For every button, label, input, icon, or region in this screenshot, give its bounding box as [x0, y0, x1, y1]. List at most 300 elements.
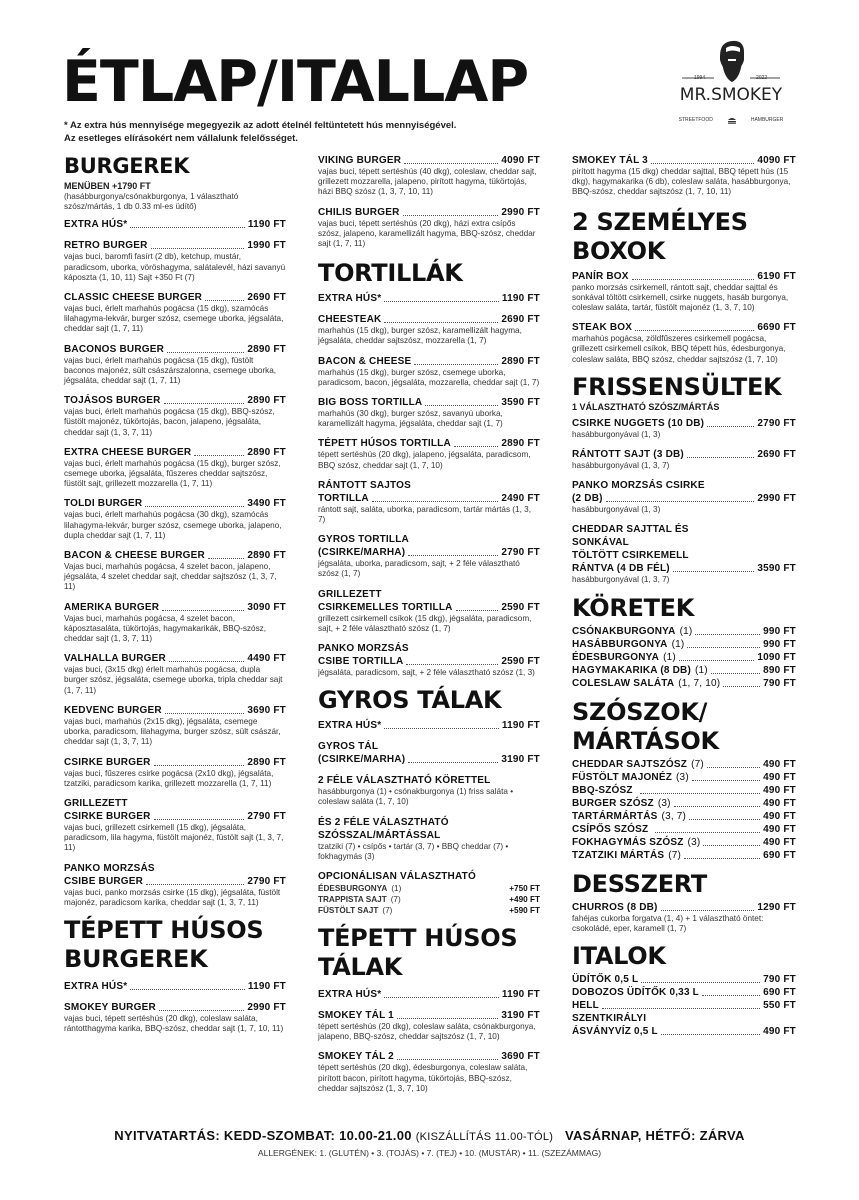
item-name-line: PANKO MORZSÁS CSIRKE — [572, 480, 705, 492]
allergen-note: (3) — [657, 797, 671, 809]
item-price: 1090 FT — [757, 651, 796, 663]
item-name-line: CSIBE BURGER — [64, 875, 144, 887]
leader-dots — [711, 673, 760, 674]
leader-dots — [154, 765, 245, 766]
item-name-group — [572, 836, 700, 849]
menu-item — [318, 206, 540, 250]
item-price: 490 FT — [763, 1026, 796, 1038]
item-desc: tépett sertéshús (20 dkg), édesburgonya, coleslaw saláta, pirított bacon, pirított hagyma, tükörtojás, BBQ-szósz, cheddar sajtszósz (1, 3, 7, 10) — [318, 1063, 528, 1093]
logo-name: MR.SMOKEY — [679, 85, 783, 105]
list-item — [572, 651, 796, 664]
item-name: BIG BOSS TORTILLA — [318, 397, 423, 409]
item-desc: vajas buci, grillezett csirkemell (15 dkg), jégsaláta, paradicsom, lila hagyma, füstölt majonéz, füstölt sajt (1, 3, 7, 11) — [64, 822, 284, 853]
leader-dots — [602, 1008, 760, 1009]
item-price: 4090 FT — [757, 155, 796, 166]
item-price: 2890 FT — [501, 438, 540, 450]
notes — [64, 119, 456, 145]
item-price: 4090 FT — [501, 155, 540, 166]
allergen-note: (1) — [671, 638, 685, 650]
item-row — [318, 655, 540, 668]
item-name: EXTRA HÚS* — [64, 219, 128, 231]
leader-dots — [454, 446, 498, 447]
item-price: 2790 FT — [247, 810, 286, 822]
item-name: BURGER SZÓSZ — [572, 797, 654, 809]
optional-name-group — [318, 905, 392, 916]
gyros-option — [318, 816, 540, 862]
item-name-line: (CSIRKE/MARHA) — [318, 754, 406, 766]
leader-dots — [146, 884, 244, 885]
item-name-group — [572, 625, 692, 638]
leader-dots — [425, 405, 498, 406]
item-name: HELL — [572, 1000, 599, 1012]
ital-list — [572, 973, 796, 1012]
item-desc: panko morzsás csirkemell, rántott sajt, cheddar sajttal és sonkával töltött csirkemell, csirke nuggets, hasáb burgonya, coleslaw saláta, tartár, füstölt majonéz (1, 3, 7, 10) — [572, 282, 789, 313]
item-name-group — [572, 797, 671, 810]
leader-dots — [707, 426, 754, 427]
item-row — [64, 239, 286, 252]
menu-item — [318, 533, 540, 579]
item-price: 990 FT — [763, 638, 796, 650]
menu-item — [318, 396, 540, 429]
section-title-boxok — [572, 208, 796, 266]
item-name: EXTRA CHEESE BURGER — [64, 446, 192, 458]
list-item — [572, 771, 796, 784]
item-price: 3490 FT — [247, 498, 286, 510]
section-title-line: MÁRTÁSOK — [572, 726, 719, 755]
item-price: 2490 FT — [501, 492, 540, 504]
menu-item — [64, 756, 286, 789]
item-name: HASÁBBURGONYA — [572, 638, 668, 650]
section-title-tepett-burgerek — [64, 916, 286, 974]
extra-meat-row — [64, 218, 286, 231]
optional-name: FÜSTÖLT SAJT — [318, 906, 379, 916]
leader-dots — [145, 506, 244, 507]
item-desc: grillezett csirkemell csíkok (15 dkg), jégsaláta, paradicsom, sajt, + 2 féle választható szósz (1, 7) — [318, 613, 532, 633]
leader-dots — [408, 555, 498, 556]
leader-dots — [151, 248, 245, 249]
item-name-line: GRILLEZETT — [318, 588, 382, 600]
list-item — [572, 810, 796, 823]
menu-item — [572, 321, 796, 365]
item-row — [318, 1009, 540, 1022]
item-name: TOJÁSOS BURGER — [64, 395, 161, 407]
leader-dots — [689, 819, 760, 820]
item-name-line: CSIBE TORTILLA — [318, 656, 404, 668]
leader-dots — [632, 279, 755, 280]
menu-item — [64, 394, 286, 438]
item-name: CSÍPŐS SZÓSZ — [572, 823, 649, 835]
item-row — [318, 601, 540, 614]
leader-dots — [703, 845, 760, 846]
hours-label: NYITVATARTÁS: KEDD-SZOMBAT: 10.00-21.00 — [114, 1128, 412, 1143]
section-title-gyros: GYROS TÁLAK — [318, 686, 502, 715]
allergen-note: (3) — [687, 836, 701, 848]
item-name: CHEDDAR SAJTSZÓSZ — [572, 758, 688, 770]
tortilla-list — [318, 313, 540, 471]
allergen-note: (7) — [382, 906, 393, 916]
section-title-koretek: KÖRETEK — [572, 593, 695, 622]
item-name-line: CSIRKEMELLES TORTILLA — [318, 601, 453, 613]
item-desc: vajas buci, fűszeres csirke pogácsa (2x10 dkg), jégsaláta, tzatziki, paradicsom karika, grillezett mozzarella (1, 7, 11) — [64, 768, 274, 788]
menu-item — [318, 437, 540, 470]
item-name-group — [572, 810, 686, 823]
leader-dots — [723, 686, 760, 687]
item-desc: tépett sertéshús (20 dkg), coleslaw saláta, csónakburgonya, jalapeno, BBQ-szósz, cheddar sajtszósz (1, 7, 10) — [318, 1022, 536, 1042]
item-price: 490 FT — [763, 771, 796, 783]
leader-dots — [695, 634, 760, 635]
column-middle — [318, 154, 540, 1102]
item-price: 6190 FT — [757, 270, 796, 282]
menu-item — [572, 523, 796, 585]
item-row — [572, 448, 796, 461]
item-price: 2990 FT — [757, 493, 796, 505]
item-row — [64, 394, 286, 407]
menu-item — [64, 704, 286, 748]
leader-dots — [684, 858, 760, 859]
item-price: 2890 FT — [247, 446, 286, 458]
optional-name: TRAPPISTA SAJT — [318, 895, 387, 905]
list-item — [572, 784, 796, 797]
logo-year-left: 1994 — [694, 75, 706, 81]
item-name-line: GYROS TORTILLA — [318, 534, 409, 546]
leader-dots — [397, 1018, 498, 1019]
extra-meat-row — [318, 292, 540, 305]
item-desc: vajas buci, érlelt marhahús pogácsa (15 dkg), burger szósz, csemege uborka, jégsaláta, fűszeres cheddar sajtszósz, füstölt sajt, grillezett mozzarella (1, 7, 11) — [64, 458, 281, 489]
item-desc: hasábburgonyával (1, 3) — [572, 505, 661, 515]
item-price: 3590 FT — [501, 397, 540, 409]
menu-item — [572, 479, 796, 515]
item-price: 6690 FT — [757, 322, 796, 334]
item-price: 990 FT — [763, 625, 796, 637]
tortilla-multi-list — [318, 479, 540, 678]
item-row — [572, 417, 796, 430]
item-name: DOBOZOS ÜDÍTŐK 0,33 L — [572, 987, 699, 999]
item-desc: marhahús (15 dkg), burger szósz, csemege uborka, paradicsom, bacon, jégsaláta, mozzarella, cheddar sajt (1, 7) — [318, 367, 540, 387]
item-name: PANÍR BOX — [572, 270, 629, 282]
section-title-frissensultek: FRISSENSÜLTEK — [572, 372, 782, 401]
leader-dots — [674, 806, 760, 807]
item-row — [64, 875, 286, 888]
menu-item — [572, 270, 796, 314]
item-price: 3190 FT — [501, 1010, 540, 1022]
item-price: 490 FT — [763, 810, 796, 822]
item-name-line: GRILLEZETT — [64, 797, 128, 809]
list-item — [572, 625, 796, 638]
item-row — [64, 446, 286, 459]
item-desc: Vajas buci, marhahús pogácsa, 4 szelet bacon, jalapeno, jégsaláta, 4 szelet cheddar sajt, cheddar sajtszósz (1, 3, 7, 11) — [64, 562, 277, 592]
menu-item — [318, 588, 540, 634]
menu-item — [318, 642, 540, 678]
item-desc: vajas buci, baromfi fasírt (2 db), ketchup, mustár, paradicsom, uborka, vöröshagyma, salátalevél, házi savanyú káposzta (1, 10, 11) Sajt +350 Ft (7) — [64, 252, 286, 282]
section-title-line: SZÓSZOK/ — [572, 697, 708, 726]
item-price: 890 FT — [763, 664, 796, 676]
item-name-line: TORTILLA — [318, 492, 369, 504]
item-desc: vajas buci, érlelt marhahús pogácsa (30 dkg), szamócás lilahagyma-lekvár, burger szósz, csemege uborka, jalapeno, dupla cheddar sajt (1, 7, 11) — [64, 510, 282, 540]
item-name: BACON & CHEESE BURGER — [64, 550, 205, 562]
column-right — [572, 154, 796, 1038]
item-price: 3190 FT — [501, 754, 540, 766]
item-row — [318, 313, 540, 326]
item-name-group — [572, 638, 684, 651]
item-desc: vajas buci, érlelt marhahús pogácsa (15 dkg), BBQ-szósz, füstölt majonéz, tükörtojás, bacon, jalapeno, jégsaláta, cheddar sajt (1, 3, 7, 11) — [64, 407, 275, 437]
item-name: EXTRA HÚS* — [318, 720, 382, 732]
section-title-desszert: DESSZERT — [572, 869, 707, 898]
item-row — [64, 549, 286, 562]
menu-item — [318, 1009, 540, 1042]
leader-dots — [456, 610, 499, 611]
item-price: 490 FT — [763, 758, 796, 770]
item-name-group — [572, 784, 637, 797]
extra-meat-row — [64, 980, 286, 993]
note-line: * Az extra hús mennyisége megegyezik az adott ételnél feltüntetett hús mennyiségével. — [64, 120, 457, 131]
item-name: BACONOS BURGER — [64, 343, 165, 355]
item-name: CLASSIC CHEESE BURGER — [64, 292, 203, 304]
item-price: 2690 FT — [247, 292, 286, 304]
leader-dots — [641, 982, 760, 983]
leader-dots — [162, 610, 244, 611]
list-item — [572, 664, 796, 677]
menu-item — [64, 862, 286, 908]
burger-icon — [727, 117, 737, 124]
item-name-group — [572, 771, 689, 784]
logo-subtitle — [668, 117, 794, 124]
menu-item — [572, 986, 796, 999]
leader-dots — [635, 330, 754, 331]
bearded-man-logo-icon — [668, 38, 794, 86]
item-price: 790 FT — [763, 677, 796, 689]
menu-item — [572, 999, 796, 1012]
section-title-line: 2 SZEMÉLYES — [572, 207, 748, 236]
leader-dots — [169, 661, 244, 662]
item-row — [318, 546, 540, 559]
item-price: 2890 FT — [247, 550, 286, 562]
item-name-line: CSIRKE BURGER — [64, 810, 151, 822]
allergen-note: (1) — [391, 884, 402, 894]
item-price: 4490 FT — [247, 653, 286, 665]
item-row — [64, 652, 286, 665]
item-name-line: PANKO MORZSÁS — [318, 643, 409, 655]
item-name-line: TÖLTÖTT CSIRKEMELL — [572, 550, 689, 562]
item-name-group — [572, 849, 681, 862]
menu-item — [64, 291, 286, 335]
item-name: TÉPETT HÚSOS TORTILLA — [318, 438, 451, 450]
menu-note: MENÜBEN +1790 FT — [64, 181, 151, 191]
allergen-note: (1) — [694, 664, 708, 676]
item-name: BACON & CHEESE — [318, 355, 412, 367]
menu-item — [572, 417, 796, 440]
allergen-note: (7) — [390, 895, 401, 905]
section-title-szoszok — [572, 698, 796, 756]
menu-item — [64, 497, 286, 541]
item-desc: Vajas buci, marhahús pogácsa, 4 szelet bacon, káposztasaláta, tükörtojás, hagymakarikák, BBQ-szósz, cheddar sajt (1, 3, 7, 11) — [64, 613, 267, 644]
item-desc: vajas buci, marhahús (2x15 dkg), jégsaláta, csemege uborka, paradicsom, lilahagyma, burger szósz, sült császár, cheddar sajt (1, 3, 7, 11) — [64, 716, 281, 747]
szosz-list — [572, 758, 796, 862]
leader-dots — [687, 647, 760, 648]
leader-dots — [655, 832, 760, 833]
item-price: 490 FT — [763, 823, 796, 835]
optional-row — [318, 894, 540, 905]
item-price: 2790 FT — [501, 547, 540, 559]
item-name-line: (2 DB) — [572, 493, 603, 505]
item-name-group — [572, 664, 708, 677]
leader-dots — [208, 558, 244, 559]
extra-meat-row — [318, 719, 540, 732]
item-name: CHURROS (8 DB) — [572, 901, 658, 913]
menu-item — [64, 652, 286, 696]
item-name-group — [572, 823, 652, 836]
menu-desc: (hasábburgonya/csónakburgonya, 1 választható szósz/mártás, 1 db 0.33 ml-es üdítő) — [64, 192, 239, 212]
item-price: 1190 FT — [247, 219, 286, 231]
item-price: 1190 FT — [501, 989, 540, 1001]
item-desc: marhahús pogácsa, zöldfűszeres csirkemell pogácsa, grillezett csirkemell csíkok, BBQ tépett hús, édesburgonya, coleslaw saláta, BBQ szósz, cheddar sajtszósz (1, 7, 10) — [572, 334, 786, 364]
leader-dots — [702, 995, 760, 996]
menu-item — [64, 239, 286, 283]
menu-item — [318, 479, 540, 525]
item-name: SMOKEY TÁL 1 — [318, 1010, 394, 1022]
box-list — [572, 270, 796, 365]
item-name-line: RÁNTVA (4 DB FÉL) — [572, 563, 670, 575]
item-row — [318, 437, 540, 450]
item-name: EXTRA HÚS* — [318, 989, 382, 1001]
koret-list — [572, 625, 796, 690]
item-price: 790 FT — [763, 974, 796, 986]
item-name: CHILIS BURGER — [318, 206, 400, 218]
item-name: RETRO BURGER — [64, 240, 148, 252]
item-price: 2590 FT — [501, 601, 540, 613]
leader-dots — [205, 300, 244, 301]
item-price: 2790 FT — [757, 417, 796, 429]
item-price: 1290 FT — [757, 901, 796, 913]
item-name: STEAK BOX — [572, 322, 633, 334]
item-name: KEDVENC BURGER — [64, 704, 162, 716]
item-row — [572, 999, 796, 1012]
item-row — [64, 810, 286, 823]
item-desc: hasábburgonyával (1, 3, 7) — [572, 461, 670, 471]
option-desc: hasábburgonya (1) • csónakburgonya (1) friss saláta • coleslaw saláta (1, 7, 10) — [318, 787, 514, 807]
item-desc: hasábburgonyával (1, 3) — [572, 429, 661, 439]
menu-item — [64, 601, 286, 645]
menu-item — [318, 1050, 540, 1094]
allergen-note: (1, 7, 10) — [678, 677, 721, 689]
item-row — [64, 291, 286, 304]
option-title: 2 FÉLE VÁLASZTHATÓ KÖRETTEL — [318, 775, 491, 787]
item-price: 2690 FT — [501, 314, 540, 326]
burger-list — [64, 239, 286, 789]
item-name: AMERIKA BURGER — [64, 601, 160, 613]
menu-item — [318, 154, 540, 198]
item-price: 1990 FT — [247, 240, 286, 252]
section-title-italok: ITALOK — [572, 942, 666, 971]
leader-dots — [372, 501, 498, 502]
list-item — [572, 638, 796, 651]
allergen-note: (7) — [668, 849, 682, 861]
leader-dots — [194, 455, 244, 456]
item-row — [572, 270, 796, 283]
item-price: 490 FT — [763, 784, 796, 796]
item-price: 490 FT — [763, 797, 796, 809]
menu-item — [64, 549, 286, 593]
item-row — [318, 355, 540, 368]
option-title: ÉS 2 FÉLE VÁLASZTHATÓ SZÓSSZAL/MÁRTÁSSAL — [318, 816, 449, 841]
optional-name: ÉDESBURGONYA — [318, 884, 388, 894]
item-name-group — [572, 677, 720, 690]
item-price: 3690 FT — [247, 704, 286, 716]
leader-dots — [384, 322, 498, 323]
item-desc: marhahús (30 dkg), burger szósz, savanyú uborka, karamellizált hagyma, jégsaláta, cheddar sajt (1, 7) — [318, 409, 503, 429]
list-item — [572, 836, 796, 849]
item-name-line: PANKO MORZSÁS — [64, 862, 155, 874]
item-name: FOKHAGYMÁS SZÓSZ — [572, 836, 684, 848]
allergen-note: (3, 7) — [661, 810, 687, 822]
item-desc: vajas buci, érlelt marhahús pogácsa (15 dkg), szamócás lilahagyma-lekvár, burger szósz, csemege uborka, jégsaláta, cheddar sajt (1, 7, 11) — [64, 304, 284, 334]
optional-row — [318, 905, 540, 916]
item-row — [572, 973, 796, 986]
menu-item — [572, 1012, 796, 1038]
item-row — [64, 343, 286, 356]
allergens: ALLERGÉNEK: 1. (GLUTÉN) • 3. (TOJÁS) • 7. (TEJ) • 10. (MUSTÁR) • 11. (SZEZÁMMAG) — [257, 1148, 602, 1158]
optional-price: +490 FT — [509, 895, 540, 905]
item-row — [318, 396, 540, 409]
menu-item — [318, 355, 540, 388]
gyros-option — [318, 774, 540, 807]
leader-dots — [406, 664, 498, 665]
section-subtitle: 1 VÁLASZTHATÓ SZÓSZ/MÁRTÁS — [572, 401, 720, 412]
item-desc: jégsaláta, paradicsom, sajt, + 2 féle választható szósz (1, 3) — [318, 668, 535, 678]
menu-item — [64, 343, 286, 387]
item-name: TARTÁRMÁRTÁS — [572, 810, 658, 822]
item-name-line: SONKÁVAL — [572, 537, 629, 549]
gyros-optional — [318, 870, 540, 916]
logo-sub-left: STREETFOOD — [678, 117, 713, 123]
section-title-line: TÁLAK — [318, 953, 403, 982]
section-title-line: BOXOK — [572, 236, 665, 265]
menu-item — [64, 446, 286, 490]
item-price: 1190 FT — [501, 293, 540, 305]
item-desc: vajas buci, panko morzsás csirke (15 dkg), jégsaláta, füstölt majonéz, paradicsom karika, cheddar sajt (1, 3, 7, 11) — [64, 887, 281, 907]
item-price: 2990 FT — [247, 1001, 286, 1013]
item-name: CHEESTEAK — [318, 314, 382, 326]
item-price: 2990 FT — [501, 206, 540, 218]
leader-dots — [707, 767, 760, 768]
allergen-note: (7) — [691, 758, 704, 770]
list-item — [572, 849, 796, 862]
item-desc: vajas buci, tépett sertéshús (20 dkg), házi extra csípős szósz, jalapeno, karamellizált hagyma, BBQ-szósz, cheddar sajt (1, 7, 11) — [318, 218, 536, 249]
section-title-tepett-talak — [318, 924, 540, 982]
item-name: SMOKEY TÁL 3 — [572, 155, 648, 166]
optional-name-group — [318, 894, 401, 905]
note-line: Az esetleges elírásokért nem vállalunk felelősséget. — [64, 133, 298, 144]
item-name: HAGYMAKARIKA (8 DB) — [572, 664, 691, 676]
menu-item — [572, 154, 796, 198]
item-price: 3090 FT — [247, 601, 286, 613]
item-name: COLESLAW SALÁTA — [572, 677, 675, 689]
item-name-group — [572, 651, 676, 664]
section-title-line: BURGEREK — [64, 944, 208, 973]
option-desc: tzatziki (7) • csípős • tartár (3, 7) • BBQ cheddar (7) • fokhagymás (3) — [318, 841, 509, 861]
item-desc: rántott sajt, saláta, uborka, paradicsom, tartár mártás (1, 3, 7) — [318, 504, 531, 525]
item-price: 2890 FT — [247, 343, 286, 355]
extra-meat-row — [318, 988, 540, 1001]
list-item — [572, 797, 796, 810]
item-name: RÁNTOTT SAJT (3 DB) — [572, 449, 684, 461]
leader-dots — [164, 403, 245, 404]
optional-name-group — [318, 883, 401, 894]
item-name-line: CHEDDAR SAJTTAL ÉS — [572, 524, 689, 536]
item-name-line: ÁSVÁNYVÍZ 0,5 L — [572, 1026, 658, 1038]
item-name: SMOKEY BURGER — [64, 1001, 156, 1013]
menu-item — [572, 973, 796, 986]
section-title-line: TÉPETT HÚSOS — [318, 924, 518, 953]
